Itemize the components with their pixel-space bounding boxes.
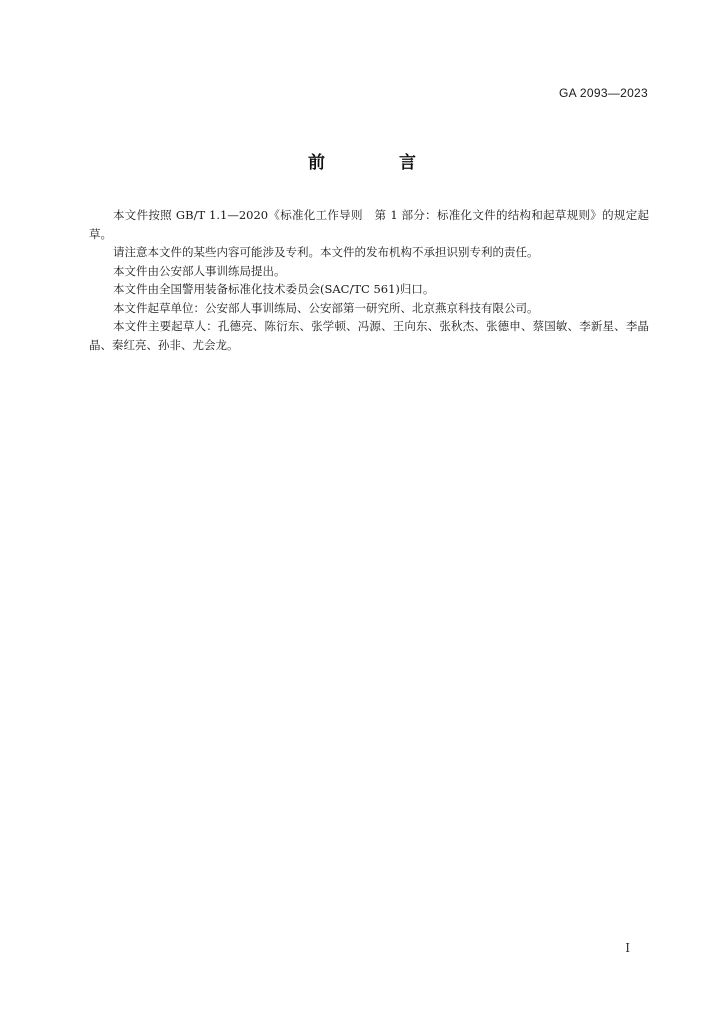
page-title: 前 言 [308,153,450,173]
document-code: GA 2093—2023 [558,86,648,100]
paragraph-drafting-rules: 本文件按照 GB/T 1.1—2020《标准化工作导则 第 1 部分：标准化文件的结构和起草规则》的规定起草。 [89,208,649,241]
paragraph-patent-notice: 请注意本文件的某些内容可能涉及专利。本文件的发布机构不承担识别专利的责任。 [113,245,539,259]
foreword-body [89,206,649,354]
paragraph-drafting-units: 本文件起草单位：公安部人事训练局、公安部第一研究所、北京燕京科技有限公司。 [113,300,539,315]
paragraph-committee: 本文件由全国警用装备标准化技术委员会(SAC/TC 561)归口。 [113,282,435,296]
paragraph-proposer: 本文件由公安部人事训练局提出。 [113,263,286,278]
paragraph-drafters: 本文件主要起草人：孔德亮、陈衍东、张学顿、冯源、王向东、张秋杰、张德申、蔡国敏、李新星、李晶晶、秦红亮、孙非、尤会龙。 [89,319,649,352]
page-number: I [625,941,630,955]
